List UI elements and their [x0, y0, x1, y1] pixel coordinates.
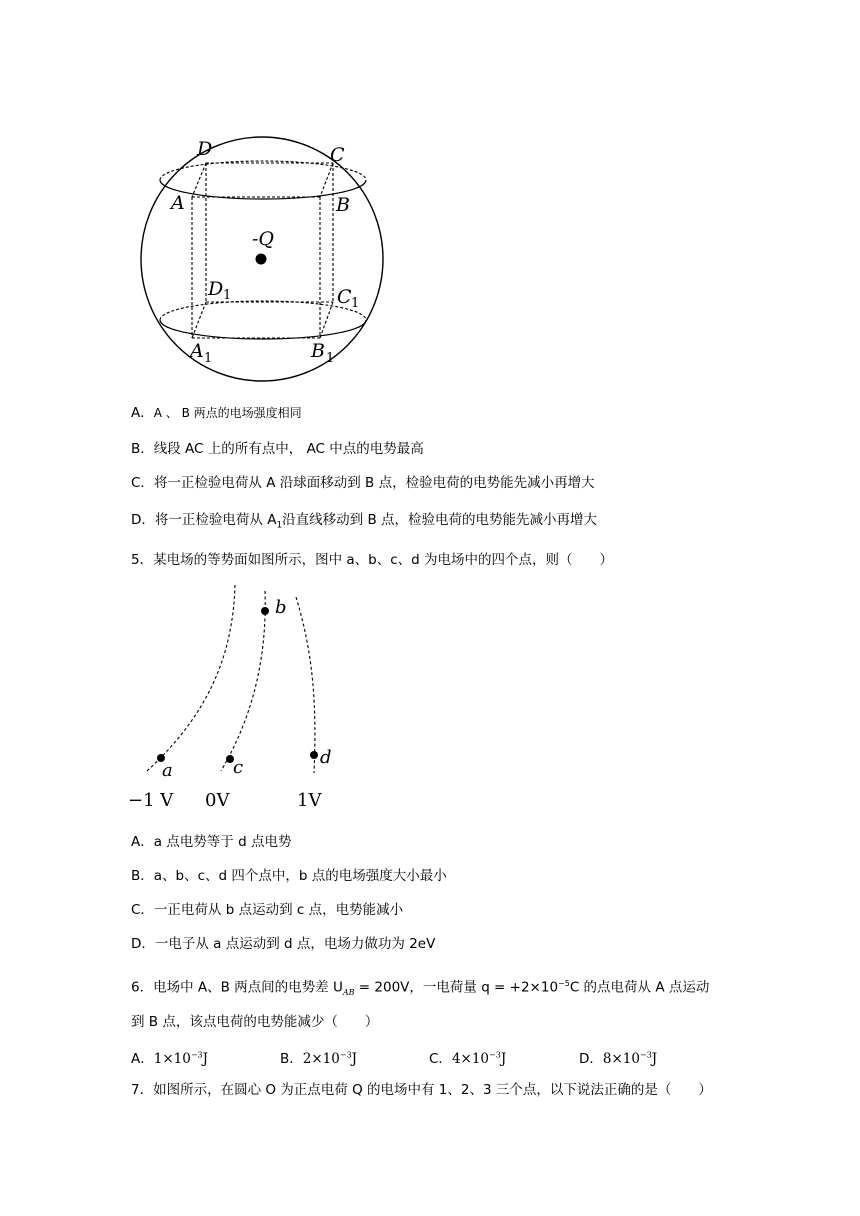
label-0v: 0V: [205, 790, 230, 811]
q5-option-c: C．一正电荷从 b 点运动到 c 点，电势能减小: [131, 902, 404, 918]
label-b1-sub: 1: [326, 351, 335, 366]
label-c1: C: [337, 286, 352, 308]
q4-option-b: B．线段 AC 上的所有点中， AC 中点的电势最高: [131, 441, 424, 457]
charge-dot: [256, 254, 267, 265]
label-b: b: [275, 597, 287, 618]
label-d: d: [320, 747, 332, 768]
label-c: c: [233, 757, 244, 778]
q6-stem-line2: 到 B 点，该点电荷的电势能减少（ ）: [131, 1014, 379, 1030]
lower-circle-front: [160, 320, 366, 339]
q5-option-d: D．一电子从 a 点运动到 d 点，电场力做功为 2eV: [131, 936, 436, 952]
q5-option-b: B．a、b、c、d 四个点中，b 点的电场强度大小最小: [131, 868, 447, 884]
label-b1: B: [311, 340, 325, 362]
label-a1: A: [190, 340, 204, 362]
label-1v: 1V: [297, 790, 322, 811]
cube-edges: [192, 163, 333, 338]
label-d1-sub: 1: [223, 288, 232, 303]
lower-circle-back: [160, 301, 366, 320]
label-c: C: [330, 144, 345, 166]
q6-option-d: D．$8\times 10^{-3}J$: [579, 1050, 658, 1067]
point-b: [261, 607, 269, 615]
point-d: [310, 751, 318, 759]
q4-option-c: C．将一正检验电荷从 A 沿球面移动到 B 点，检验电荷的电势能先减小再增大: [131, 475, 595, 491]
label-a: A: [171, 192, 185, 214]
sphere-cube-figure: [130, 135, 390, 395]
q6-stem: 6．电场中 A、B 两点间的电势差 $U_{AB} = 200V$，一电荷量 $q = +2\times 10^{-5}C$ 的点电荷从 A 点运动: [131, 979, 710, 998]
q5-stem: 5．某电场的等势面如图所示，图中 a、b、c、d 为电场中的四个点，则（ ）: [131, 552, 614, 568]
label-q: -Q: [252, 228, 274, 250]
label-b: B: [336, 194, 350, 216]
q6-option-c: C．$4\times 10^{-3}J$: [429, 1050, 507, 1067]
label-a: a: [162, 760, 173, 781]
equipotential-lines: [147, 585, 315, 773]
q4-option-a: A．A 、 B 两点的电场强度相同: [131, 405, 302, 421]
q6-option-b: B．$2\times 10^{-3}J$: [280, 1050, 358, 1067]
q6-option-a: A．$1\times 10^{-3}J$: [131, 1050, 209, 1067]
label-a1-sub: 1: [204, 351, 213, 366]
label-d: D: [197, 138, 213, 160]
label-minus1v: −1 V: [128, 790, 174, 811]
equipotential-figure: [125, 583, 355, 813]
q7-stem: 7．如图所示，在圆心 O 为正点电荷 Q 的电场中有 1、2、3 三个点，以下说法正确的是（ ）: [131, 1082, 712, 1098]
q5-option-a: A．a 点电势等于 d 点电势: [131, 834, 292, 850]
label-d1: D: [208, 278, 224, 300]
q4-option-d: D．将一正检验电荷从 $A_1$沿直线移动到 B 点，检验电荷的电势能先减小再增大: [131, 512, 598, 531]
label-c1-sub: 1: [351, 296, 360, 311]
